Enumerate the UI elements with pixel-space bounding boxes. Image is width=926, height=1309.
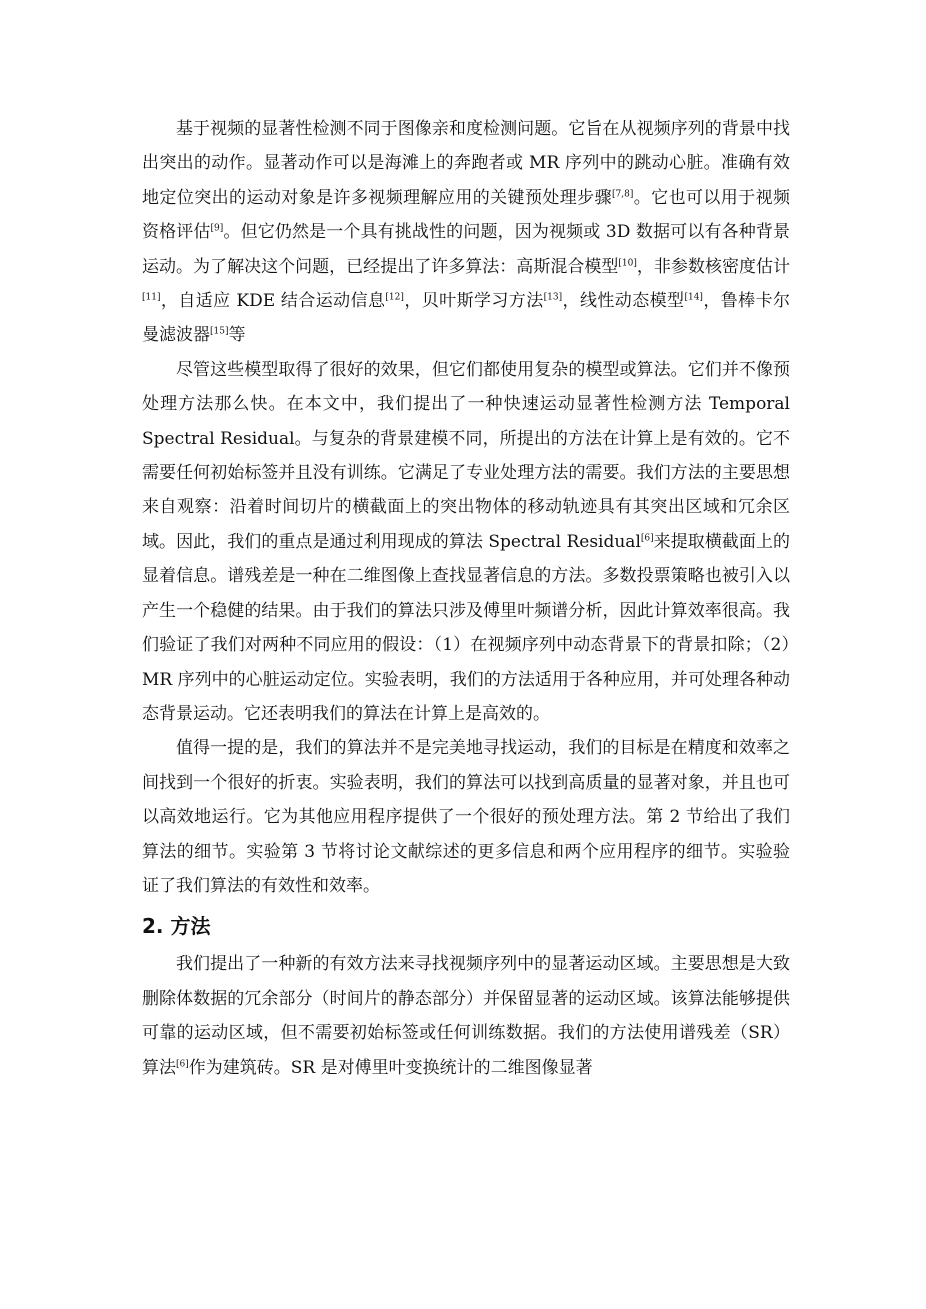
text-run: 等 [228,325,246,346]
page-body [142,112,790,1085]
text-run: 。它也可以用于视频资格评估 [142,187,791,243]
citation: [9] [210,223,224,234]
citation: [14] [684,292,703,303]
text-run: 我们提出了一种新的有效方法来寻找视频序列中的显著运动区域。主要思想是大致删除体数据的冗余部分（时间片的静态部分）并保留显著的运动区域。该算法能够提供可靠的运动区域，但不需要初始标签或任何训练数据。我们的方法使用谱残差（SR）算法 [142,954,790,1078]
text-run: 。但它仍然是一个具有挑战性的问题，因为视频或 3D 数据可以有各种背景运动。为了解决这个问题，已经提出了许多算法：高斯混合模型 [142,222,790,277]
citation: [12] [385,292,404,303]
text-run: ，非参数核密度估计 [636,256,791,277]
text-run: 值得一提的是，我们的算法并不是完美地寻找运动，我们的目标是在精度和效率之间找到一个很好的折衷。实验表明，我们的算法可以找到高质量的显著对象，并且也可以高效地运行。它为其他应用程序提供了一个很好的预处理方法。第 2 节给出了我们算法的细节。实验第 3 节将讨论文献综述的更多信息和两个应用程序的细节。实验验证了我们算法的有效性和效率。 [142,738,790,896]
text-run: 作为建筑砖。SR 是对傅里叶变换统计的二维图像显著 [188,1057,593,1078]
text-run: ，自适应 KDE 结合运动信息 [160,291,386,312]
intro-paragraph-3 [142,731,790,903]
text-run: 来提取横截面上的显着信息。谱残差是一种在二维图像上查找显著信息的方法。多数投票策略也被引入以产生一个稳健的结果。由于我们的算法只涉及傅里叶频谱分析，因此计算效率很高。我们验证了我们对两种不同应用的假设：（1）在视频序列中动态背景下的背景扣除；（2）MR 序列中的心脏运动定位。实验表明，我们的方法适用于各种应用，并可处理各种动态背景运动。它还表明我们的算法在计算上是高效的。 [142,531,791,724]
citation: [6] [176,1058,189,1069]
citation: [7,8] [612,189,634,200]
intro-paragraph-1 [142,112,790,353]
citation: [15] [210,326,229,337]
text-run: ，贝叶斯学习方法 [403,291,544,312]
text-run: ，鲁棒卡尔曼滤波器 [142,291,791,346]
citation: [6] [640,533,654,544]
citation: [10] [618,257,637,268]
method-paragraph-1 [142,947,790,1085]
text-run: 尽管这些模型取得了很好的效果，但它们都使用复杂的模型或算法。它们并不像预处理方法那么快。在本文中，我们提出了一种快速运动显著性检测方法 Temporal Spectral Residual。与复杂的背景建模不同，所提出的方法在计算上是有效的。它不需要任何初始标签并且没有训练。它满足了专业处理方法的需要。我们方法的主要思想来自观察：沿着时间切片的横截面上的突出物体的移动轨迹具有其突出区域和冗余区域。因此，我们的重点是通过利用现成的算法 Spectral Residual [142,359,790,552]
intro-paragraph-2 [142,353,790,731]
citation: [11] [142,292,161,303]
citation: [13] [543,292,563,303]
text-run: 基于视频的显著性检测不同于图像亲和度检测问题。它旨在从视频序列的背景中找出突出的动作。显著动作可以是海滩上的奔跑者或 MR 序列中的跳动心脏。准确有效地定位突出的运动对象是许多视频理解应用的关键预处理步骤 [142,119,790,208]
section-heading: 2. 方法 [142,914,211,939]
text-run: ，线性动态模型 [562,291,685,312]
